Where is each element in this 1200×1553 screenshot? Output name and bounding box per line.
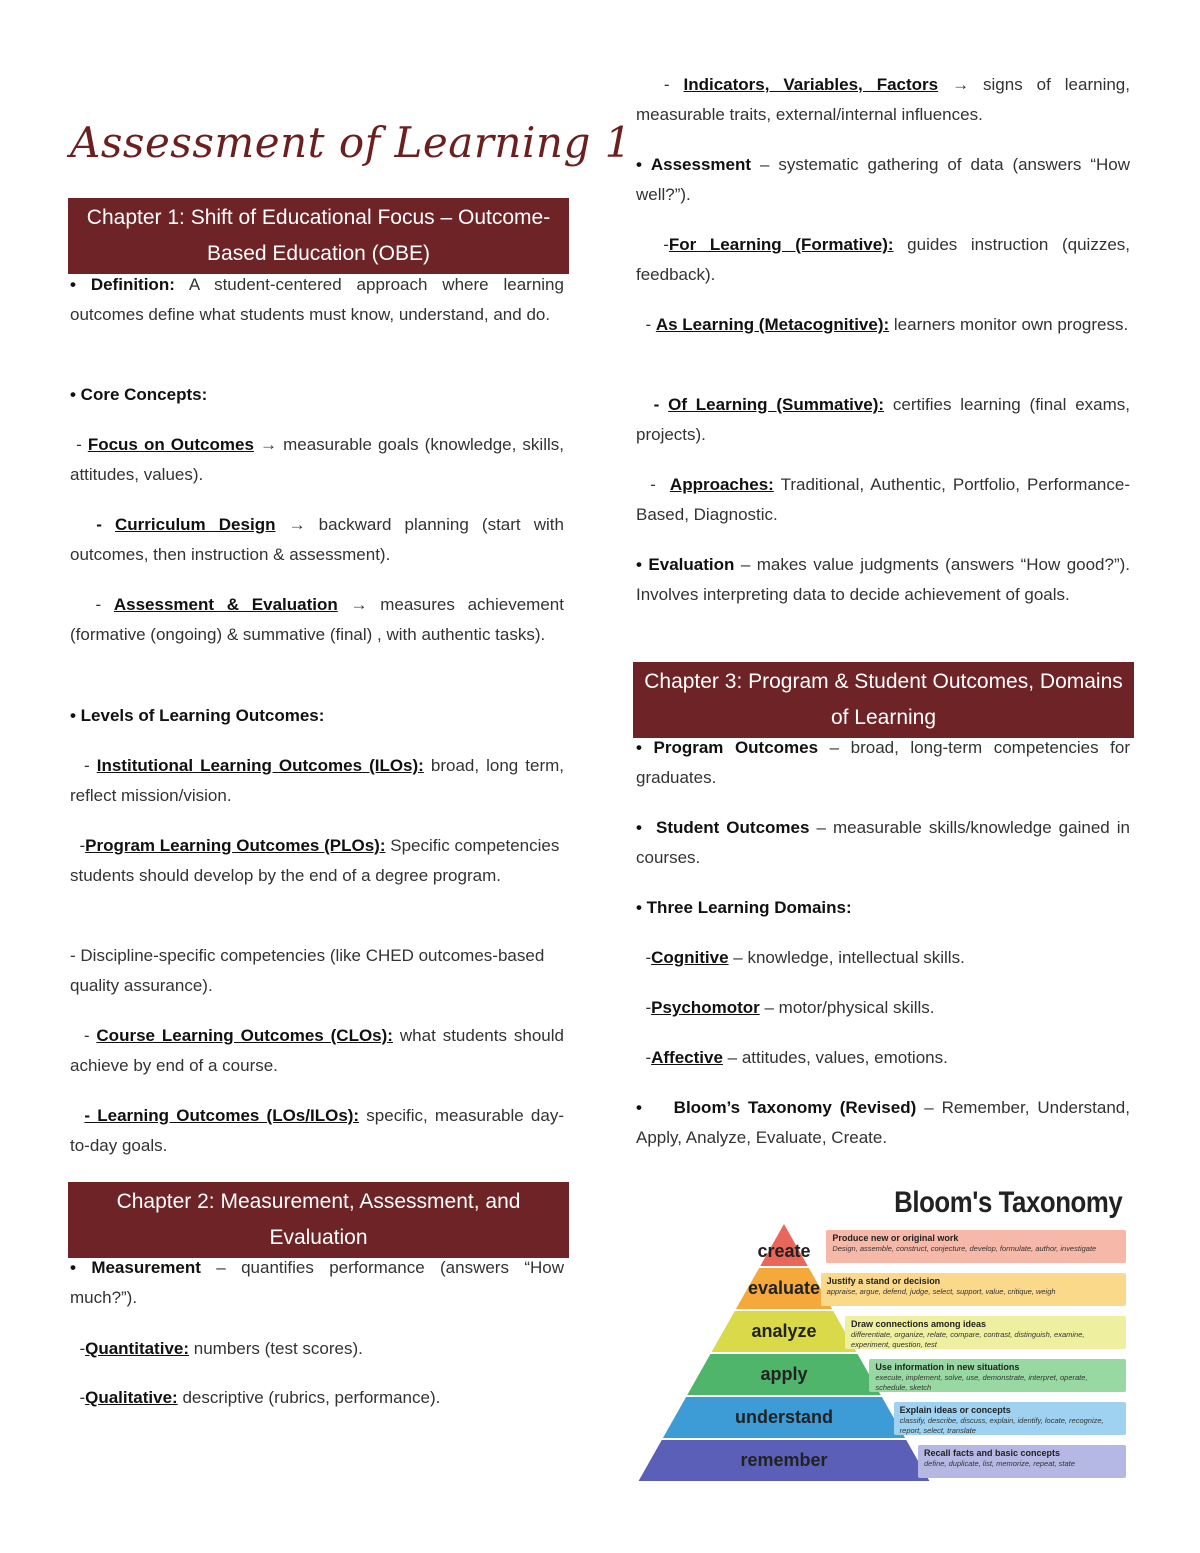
approaches-item: - Approaches: Traditional, Authentic, Portfolio, Performance-Based, Diagnostic. — [636, 475, 1130, 524]
as-learning-text: learners monitor own progress. — [893, 315, 1129, 334]
description-verbs: classify, describe, discuss, explain, identify, locate, recognize, report, select, translate — [899, 1416, 1104, 1435]
chapter-2-header: Chapter 2: Measurement, Assessment, and Evaluation — [68, 1182, 569, 1258]
assess-eval-label: Assessment & Evaluation — [113, 595, 338, 614]
description-heading: Justify a stand or decision — [826, 1276, 941, 1286]
description-heading: Recall facts and basic concepts — [924, 1448, 1061, 1458]
chapter-3-header: Chapter 3: Program & Student Outcomes, Domains of Learning — [633, 662, 1134, 738]
student-outcomes-label: Student Outcomes — [656, 818, 810, 837]
definition-paragraph: • Definition: A student-centered approach where learning outcomes define what students must know, understand, and do. — [70, 275, 564, 324]
description-heading: Use information in new situations — [875, 1362, 1020, 1372]
description-heading: Explain ideas or concepts — [899, 1405, 1011, 1415]
indicators-item: - Indicators, Variables, Factors → signs of learning, measurable traits, external/internal influences. — [636, 75, 1130, 124]
description-verbs: Design, assemble, construct, conjecture, develop, formulate, author, investigate — [832, 1244, 1097, 1253]
assessment-label: Assessment — [650, 155, 752, 174]
lo-label: - Learning Outcomes (LOs/ILOs): — [84, 1106, 360, 1125]
student-outcomes-text: – measurable skills/knowledge gained in courses. — [636, 818, 1130, 867]
approaches-text: Traditional, Authentic, Portfolio, Performance-Based, Diagnostic. — [636, 475, 1130, 524]
pyramid-label-evaluate: evaluate — [747, 1277, 821, 1298]
clo-item: - Course Learning Outcomes (CLOs): what students should achieve by end of a course. — [70, 1026, 564, 1075]
curriculum-label: Curriculum Design — [115, 515, 276, 534]
pyramid-description-evaluate — [821, 1273, 1126, 1306]
pyramid-label-create: create — [757, 1240, 811, 1261]
as-learning-item: - As Learning (Metacognitive): learners monitor own progress. — [636, 315, 1129, 334]
approaches-label: Approaches: — [669, 475, 774, 494]
focus-on-outcomes-item: - Focus on Outcomes → measurable goals (knowledge, skills, attitudes, values). — [70, 435, 564, 484]
pyramid-label-apply: apply — [760, 1363, 808, 1384]
plo-item: -Program Learning Outcomes (PLOs): Specific competencies students should develop by the end of a degree program. — [70, 836, 560, 885]
pyramid-description-analyze — [845, 1316, 1126, 1349]
quantitative-item: -Quantitative: numbers (test scores). — [70, 1339, 363, 1358]
evaluation-text: – makes value judgments (answers “How good?”). Involves interpreting data to decide achievement of goals. — [636, 555, 1131, 604]
affective-label: Affective — [651, 1048, 723, 1067]
pyramid-description-apply — [869, 1359, 1126, 1392]
pyramid-description-remember — [918, 1445, 1126, 1478]
pyramid-description-create — [826, 1230, 1126, 1263]
evaluation-label: Evaluation — [648, 555, 735, 574]
assessment-text: – systematic gathering of data (answers “How well?”). — [636, 155, 1130, 204]
description-heading: Produce new or original work — [832, 1233, 959, 1243]
of-learning-label: Of Learning (Summative): — [668, 395, 885, 414]
ilo-text: broad, long term, reflect mission/vision. — [70, 756, 564, 805]
description-verbs: define, duplicate, list, memorize, repeat, state — [924, 1459, 1075, 1468]
program-outcomes-item: • Program Outcomes – broad, long-term competencies for graduates. — [636, 738, 1130, 787]
assessment-item: • Assessment – systematic gathering of data (answers “How well?”). — [636, 155, 1130, 204]
description-verbs: differentiate, organize, relate, compare, contrast, distinguish, examine, experiment, question, test — [851, 1330, 1085, 1349]
pyramid-label-understand: understand — [734, 1406, 833, 1427]
definition-label: Definition: — [90, 275, 175, 294]
assess-eval-text: → measures achievement (formative (ongoing) & summative (final) , with authentic tasks). — [70, 595, 564, 644]
ilo-item: - Institutional Learning Outcomes (ILOs): broad, long term, reflect mission/vision. — [70, 756, 564, 805]
quantitative-text: numbers (test scores). — [193, 1339, 363, 1358]
ilo-label: Institutional Learning Outcomes (ILOs): — [96, 756, 424, 775]
domains-heading: • Three Learning Domains: — [636, 898, 852, 917]
discipline-item: - Discipline-specific competencies (like CHED outcomes-based quality assurance). — [70, 946, 545, 995]
indicators-label: Indicators, Variables, Factors — [683, 75, 939, 94]
psychomotor-item: -Psychomotor – motor/physical skills. — [636, 998, 935, 1017]
program-outcomes-text: – broad, long-term competencies for graduates. — [636, 738, 1130, 787]
definition-text: A student-centered approach where learning outcomes define what students must know, understand, and do. — [70, 275, 564, 324]
focus-label: Focus on Outcomes — [87, 435, 254, 454]
of-learning-item: - Of Learning (Summative): certifies learning (final exams, projects). — [636, 395, 1130, 444]
cognitive-label: Cognitive — [651, 948, 729, 967]
evaluation-item: • Evaluation – makes value judgments (answers “How good?”). Involves interpreting data to decide achievement of goals. — [636, 555, 1131, 604]
bloom-label: Bloom’s Taxonomy (Revised) — [673, 1098, 917, 1117]
description-verbs: execute, implement, solve, use, demonstrate, interpret, operate, schedule, sketch — [875, 1373, 1088, 1392]
qualitative-item: -Qualitative: descriptive (rubrics, performance). — [70, 1388, 441, 1407]
cognitive-item: -Cognitive – knowledge, intellectual skills. — [636, 948, 965, 967]
pyramid-label-analyze: analyze — [751, 1320, 817, 1341]
for-learning-label: For Learning (Formative): — [668, 235, 894, 254]
document-title: Assessment of Learning 1 — [70, 118, 632, 167]
for-learning-text: guides instruction (quizzes, feedback). — [636, 235, 1131, 284]
measurement-text: – quantifies performance (answers “How much?”). — [70, 1258, 564, 1307]
of-learning-text: certifies learning (final exams, projects). — [636, 395, 1130, 444]
measurement-label: Measurement — [91, 1258, 201, 1277]
affective-item: -Affective – attitudes, values, emotions. — [636, 1048, 948, 1067]
affective-text: – attitudes, values, emotions. — [727, 1048, 948, 1067]
core-concepts-heading: • Core Concepts: — [70, 385, 208, 404]
description-heading: Draw connections among ideas — [851, 1319, 987, 1329]
lo-item — [70, 1101, 564, 1161]
bloom-item: • Bloom’s Taxonomy (Revised) – Remember, Understand, Apply, Analyze, Evaluate, Create. — [636, 1098, 1130, 1147]
bloom-text: – Remember, Understand, Apply, Analyze, Evaluate, Create. — [636, 1098, 1130, 1147]
pyramid-description-understand — [894, 1402, 1126, 1435]
plo-label: Program Learning Outcomes (PLOs): — [85, 836, 386, 855]
chapter-1-header: Chapter 1: Shift of Educational Focus – Outcome-Based Education (OBE) — [68, 198, 569, 274]
curriculum-text: → backward planning (start with outcomes, then instruction & assessment). — [70, 515, 564, 564]
plo-text: Specific competencies students should develop by the end of a degree program. — [70, 836, 560, 885]
bloom-taxonomy-figure — [636, 1186, 1132, 1486]
psychomotor-text: – motor/physical skills. — [764, 998, 935, 1017]
lo-text: specific, measurable day-to-day goals. — [70, 1106, 564, 1155]
as-learning-label: As Learning (Metacognitive): — [655, 315, 890, 334]
description-verbs: appraise, argue, defend, judge, select, support, value, critique, weigh — [826, 1287, 1056, 1296]
levels-heading: • Levels of Learning Outcomes: — [70, 706, 325, 725]
focus-text: → measurable goals (knowledge, skills, attitudes, values). — [70, 435, 564, 484]
assessment-evaluation-item: - Assessment & Evaluation → measures achievement (formative (ongoing) & summative (final) , with authentic tasks). — [70, 595, 564, 644]
for-learning-item: -For Learning (Formative): guides instruction (quizzes, feedback). — [636, 235, 1131, 284]
qualitative-label: Qualitative: — [85, 1388, 178, 1407]
qualitative-text: descriptive (rubrics, performance). — [182, 1388, 441, 1407]
clo-label: Course Learning Outcomes (CLOs): — [96, 1026, 393, 1045]
program-outcomes-label: Program Outcomes — [653, 738, 819, 757]
cognitive-text: – knowledge, intellectual skills. — [733, 948, 965, 967]
psychomotor-label: Psychomotor — [651, 998, 760, 1017]
clo-text: what students should achieve by end of a course. — [70, 1026, 564, 1075]
bloom-figure-title: Bloom's Taxonomy — [893, 1186, 1122, 1219]
pyramid-label-remember: remember — [740, 1449, 828, 1470]
quantitative-label: Quantitative: — [85, 1339, 190, 1358]
measurement-item: • Measurement – quantifies performance (answers “How much?”). — [70, 1258, 564, 1307]
student-outcomes-item: • Student Outcomes – measurable skills/knowledge gained in courses. — [636, 818, 1130, 867]
curriculum-design-item: - Curriculum Design → backward planning (start with outcomes, then instruction & assessment). — [70, 515, 564, 564]
indicators-text: → signs of learning, measurable traits, external/internal influences. — [636, 75, 1130, 124]
